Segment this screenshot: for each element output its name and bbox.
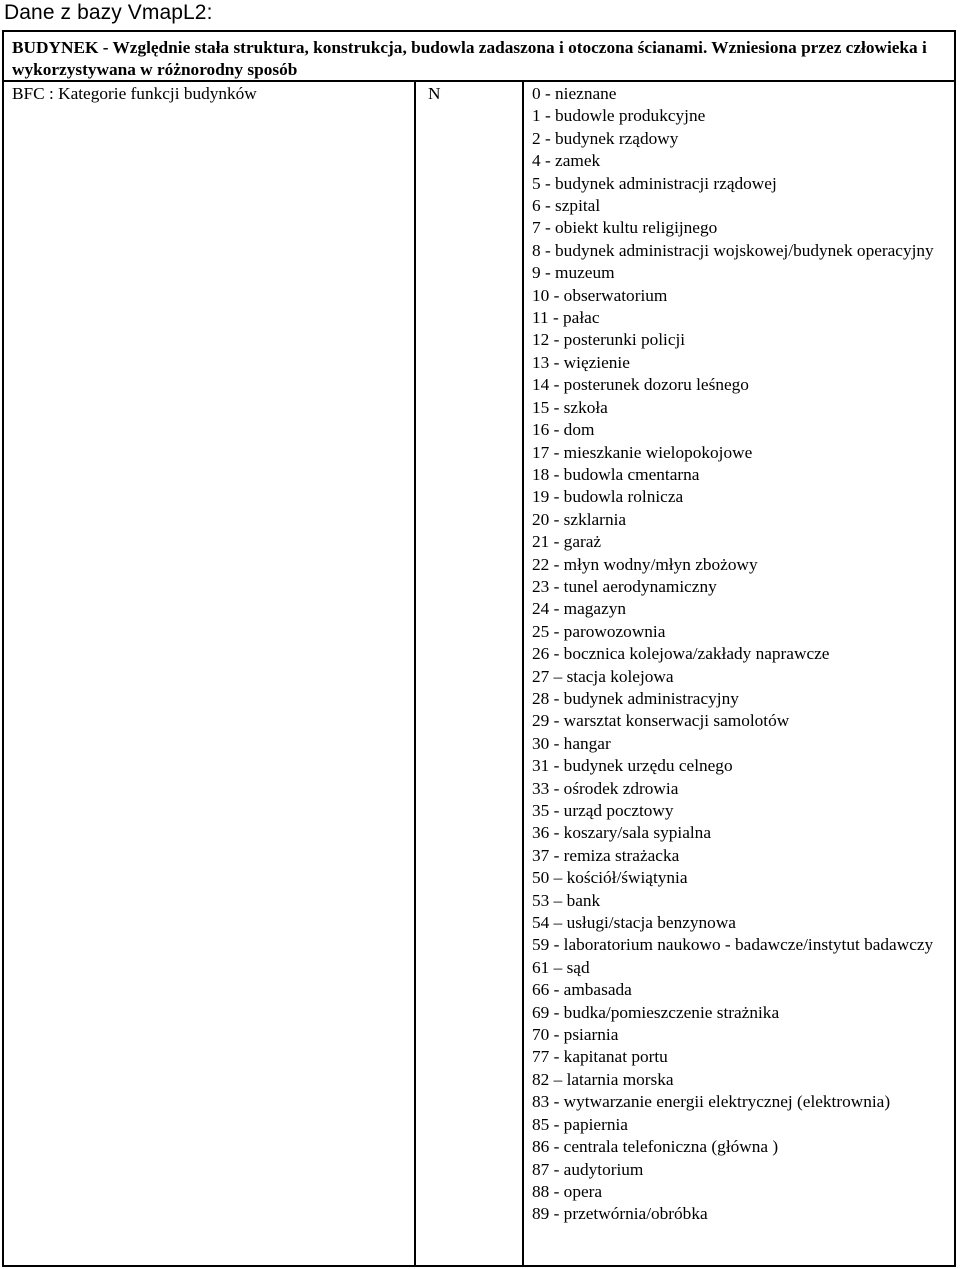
list-item: 7 - obiekt kultu religijnego bbox=[532, 218, 718, 238]
list-item: 17 - mieszkanie wielopokojowe bbox=[532, 442, 753, 462]
list-item: 61 – sąd bbox=[532, 957, 590, 977]
list-item: 69 - budka/pomieszczenie strażnika bbox=[532, 1002, 780, 1022]
list-item: 0 - nieznane bbox=[532, 84, 617, 103]
list-item: 13 - więzienie bbox=[532, 352, 630, 372]
list-item: 21 - garaż bbox=[532, 532, 602, 552]
list-item: 36 - koszary/sala sypialna bbox=[532, 823, 711, 843]
list-item: 8 - budynek administracji wojskowej/budynek operacyjny bbox=[532, 240, 934, 260]
list-item: 6 - szpital bbox=[532, 196, 601, 216]
list-item: 30 - hangar bbox=[532, 733, 611, 753]
list-item: 31 - budynek urzędu celnego bbox=[532, 756, 733, 776]
list-item: 77 - kapitanat portu bbox=[532, 1047, 668, 1067]
list-item: 33 - ośrodek zdrowia bbox=[532, 778, 679, 798]
list-item: 24 - magazyn bbox=[532, 599, 627, 619]
list-item: 4 - zamek bbox=[532, 151, 601, 171]
list-item: 25 - parowozownia bbox=[532, 621, 666, 641]
list-item: 53 – bank bbox=[532, 890, 601, 910]
page-title: Dane z bazy VmapL2: bbox=[4, 1, 213, 24]
list-item: 88 - opera bbox=[532, 1181, 603, 1201]
list-item: 27 – stacja kolejowa bbox=[532, 666, 674, 686]
list-item: 5 - budynek administracji rządowej bbox=[532, 173, 777, 193]
list-item: 1 - budowle produkcyjne bbox=[532, 106, 706, 126]
list-item: 66 - ambasada bbox=[532, 980, 632, 1000]
list-item: 89 - przetwórnia/obróbka bbox=[532, 1204, 708, 1224]
list-item: 14 - posterunek dozoru leśnego bbox=[532, 375, 749, 395]
list-item: 23 - tunel aerodynamiczny bbox=[532, 576, 717, 596]
list-item: 9 - muzeum bbox=[532, 263, 615, 283]
list-item: 28 - budynek administracyjny bbox=[532, 688, 739, 708]
list-item: 11 - pałac bbox=[532, 308, 600, 328]
list-item: 35 - urząd pocztowy bbox=[532, 801, 674, 820]
list-item: 87 - audytorium bbox=[532, 1159, 644, 1179]
table-header-description: BUDYNEK - Względnie stała struktura, konstrukcja, budowla zadaszona i otoczona ścianami. Wzniesiona przez człowieka i wykorzystywana w różnorodny sposób bbox=[4, 32, 954, 82]
list-item: 26 - bocznica kolejowa/zakłady naprawcze bbox=[532, 644, 830, 664]
list-item: 10 - obserwatorium bbox=[532, 285, 668, 305]
list-item: 16 - dom bbox=[532, 420, 595, 440]
column-divider bbox=[522, 82, 524, 1265]
list-item: 59 - laboratorium naukowo - badawcze/instytut badawczy bbox=[532, 935, 934, 955]
list-item: 29 - warsztat konserwacji samolotów bbox=[532, 711, 790, 731]
list-item: 70 - psiarnia bbox=[532, 1025, 619, 1045]
attribute-table bbox=[2, 30, 956, 1267]
list-item: 37 - remiza strażacka bbox=[532, 845, 680, 865]
list-item: 22 - młyn wodny/młyn zbożowy bbox=[532, 554, 758, 574]
list-item: 50 – kościół/świątynia bbox=[532, 868, 688, 888]
attribute-name-cell: BFC : Kategorie funkcji budynków bbox=[12, 84, 257, 103]
list-item: 83 - wytwarzanie energii elektrycznej (elektrownia) bbox=[532, 1092, 891, 1112]
attribute-values-list bbox=[532, 83, 952, 1226]
list-item: 86 - centrala telefoniczna (główna ) bbox=[532, 1137, 779, 1157]
column-divider bbox=[414, 82, 416, 1265]
list-item: 2 - budynek rządowy bbox=[532, 128, 679, 148]
list-item: 19 - budowla rolnicza bbox=[532, 487, 684, 507]
list-item: 82 – latarnia morska bbox=[532, 1069, 674, 1089]
list-item: 15 - szkoła bbox=[532, 397, 608, 417]
list-item: 54 – usługi/stacja benzynowa bbox=[532, 913, 736, 933]
list-item: 18 - budowla cmentarna bbox=[532, 464, 700, 484]
list-item: 20 - szklarnia bbox=[532, 509, 627, 529]
list-item: 85 - papiernia bbox=[532, 1114, 628, 1134]
attribute-type-cell: N bbox=[428, 84, 441, 103]
list-item: 12 - posterunki policji bbox=[532, 330, 686, 350]
